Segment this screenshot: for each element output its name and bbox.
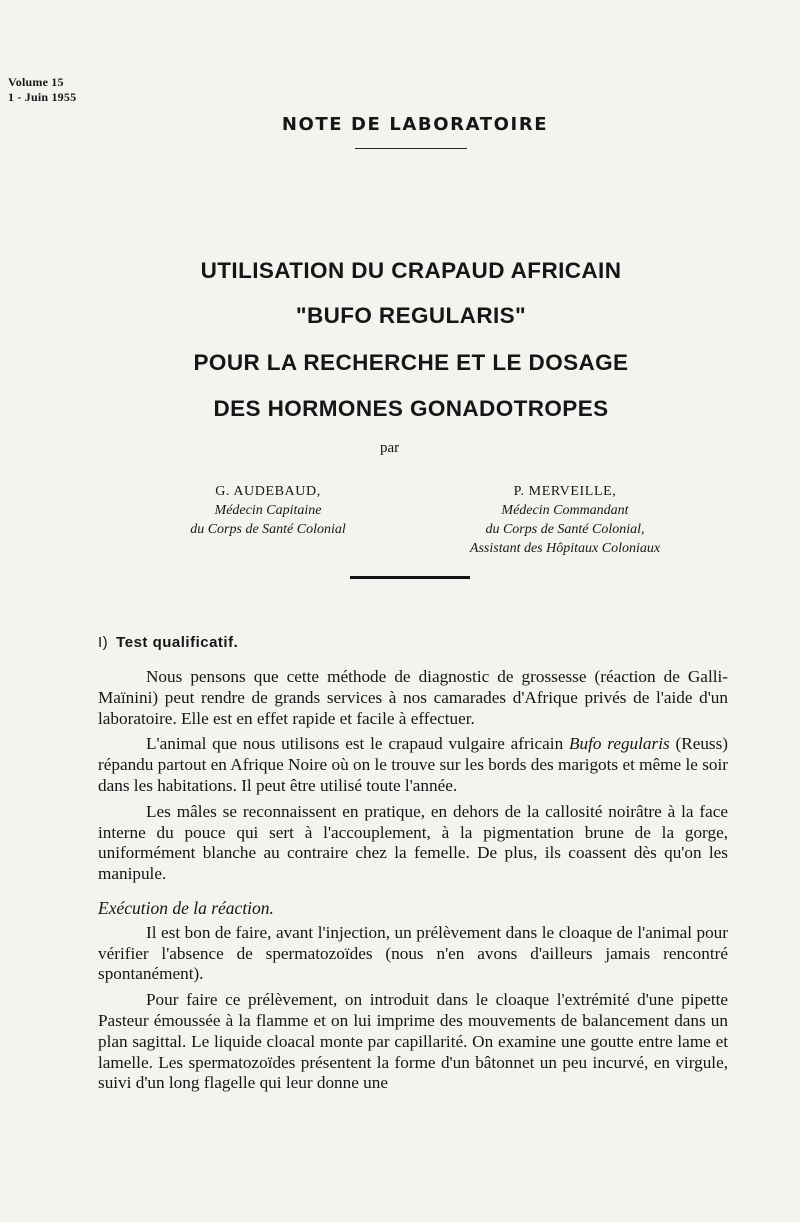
paragraph: Nous pensons que cette méthode de diagnostic de grossesse (réaction de Galli-Maïnini) peut rendre de grands services à nos camarades d'Afrique privés de l'aide d'un laboratoire. Elle est en effet rapide et facile à effectuer. (98, 667, 728, 728)
author-affiliation: du Corps de Santé Colonial, (485, 522, 645, 537)
heading-divider (355, 148, 467, 149)
author-name: G. AUDEBAUD, (215, 484, 321, 499)
byline-par: par (380, 440, 400, 456)
author-affiliation: du Corps de Santé Colonial (190, 522, 346, 537)
article-title-line-2: "BUFO REGULARIS" (295, 303, 527, 328)
subsection-number: I) (98, 634, 109, 651)
author-block-2 (420, 482, 710, 558)
paragraph-text: L'animal que nous utilisons est le crapaud vulgaire africain (146, 734, 564, 754)
author-divider (350, 576, 470, 579)
volume-number: Volume 15 (8, 75, 64, 89)
species-name: Bufo regularis (569, 734, 670, 754)
paragraph (98, 734, 728, 796)
author-block-1 (128, 482, 408, 539)
author-name: P. MERVEILLE, (513, 484, 617, 499)
paragraph-text: (Reuss) répandu partout en Afrique Noire où on le trouve sur les bords des marigots et même le soir dans les habitations. Il peut être utilisé toute l'année. (98, 734, 729, 795)
paragraph: Les mâles se reconnaissent en pratique, en dehors de la callosité noirâtre à la face interne du pouce qui sert à l'accouplement, à la pigmentation brune de la gorge, uniformément blanche au contraire chez la femelle. De plus, ils coassent dès qu'on les manipule. (98, 801, 728, 884)
article-body (98, 667, 728, 1099)
article-title-line-4: DES HORMONES GONADOTROPES (213, 396, 609, 421)
author-affiliation: Assistant des Hôpitaux Coloniaux (469, 541, 661, 556)
paragraph: Pour faire ce prélèvement, on introduit dans le cloaque l'extrémité d'une pipette Pasteur émoussée à la flamme et on lui imprime des mouvements de balancement dans un plan sagittal. Le liquide cloacal monte par capillarité. On examine une goutte entre lame et lamelle. Les spermatozoïdes présentent la forme d'un bâtonnet un peu incurvé, en virgule, suivi d'un long flagelle qui leur donne une (98, 990, 728, 1093)
issue-date: 1 - Juin 1955 (8, 90, 77, 104)
article-title-line-1: UTILISATION DU CRAPAUD AFRICAIN (200, 258, 622, 283)
paragraph: Il est bon de faire, avant l'injection, un prélèvement dans le cloaque de l'animal pour vérifier l'absence de spermatozoïdes (nous n'en avons d'ailleurs jamais rencontré spontanément). (98, 922, 728, 984)
subsection-title: Test qualificatif. (116, 634, 239, 651)
volume-info (8, 75, 76, 105)
section-heading: NOTE DE LABORATOIRE (281, 114, 549, 135)
author-rank: Médecin Commandant (501, 503, 629, 518)
article-title-line-3: POUR LA RECHERCHE ET LE DOSAGE (193, 350, 629, 375)
subsection-heading (98, 634, 238, 651)
author-rank: Médecin Capitaine (214, 503, 322, 518)
subheading: Exécution de la réaction. (98, 897, 274, 918)
